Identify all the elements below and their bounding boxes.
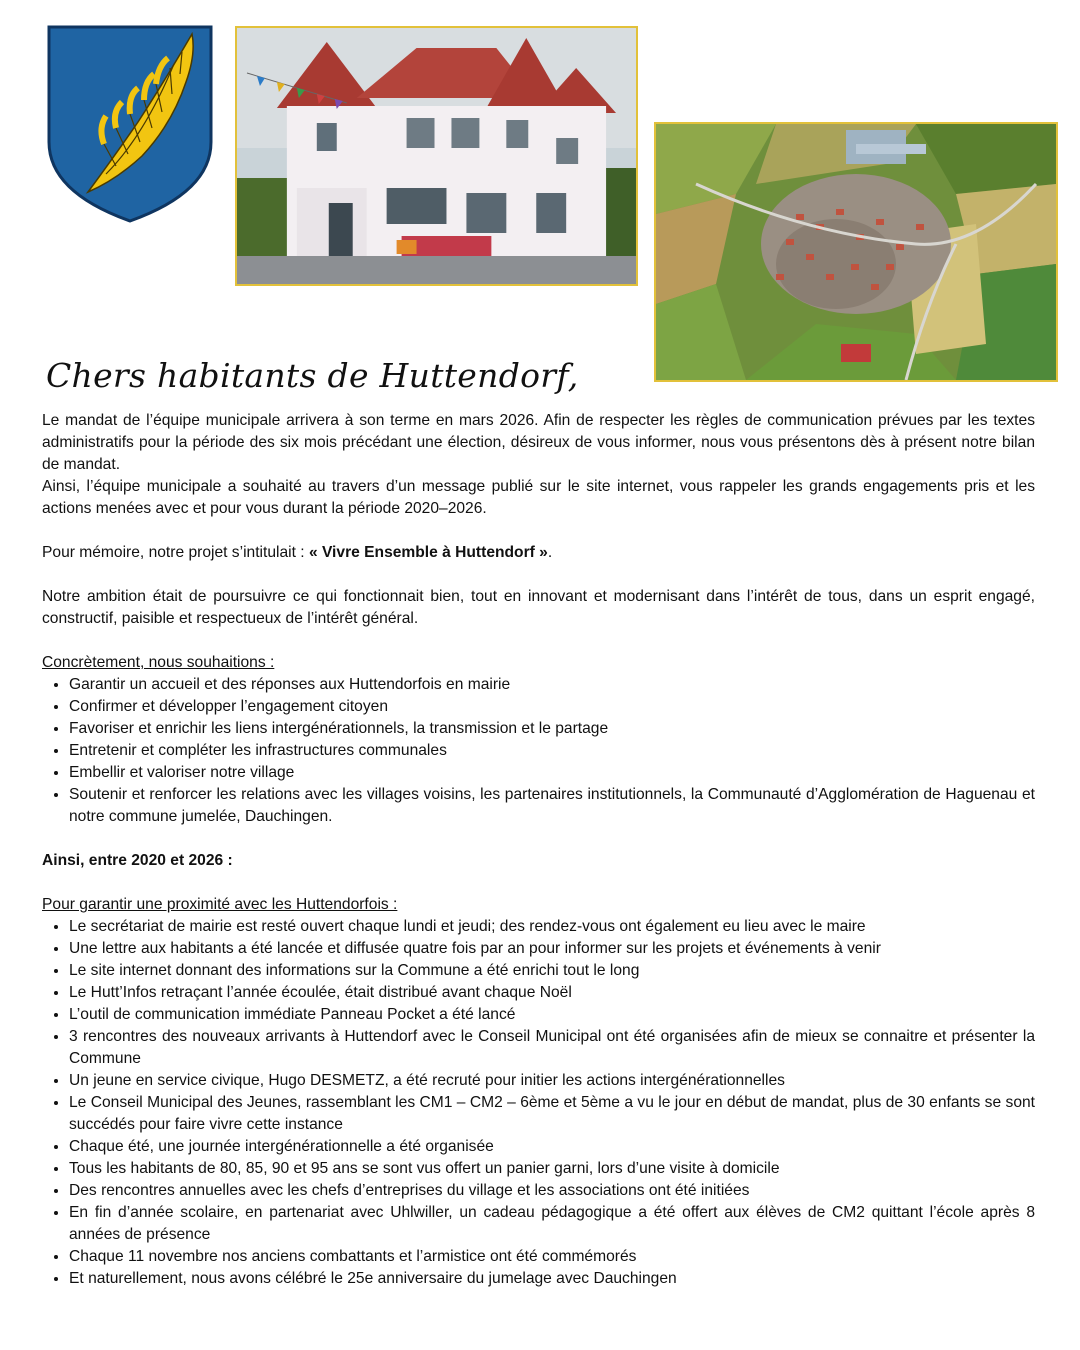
- ambition-paragraph: Notre ambition était de poursuivre ce qui fonctionnait bien, tout en innovant et modernisant dans l’intérêt de tous, dans un esprit engagé, constructif, paisible et respectueux de l’intérêt général.: [42, 588, 1035, 627]
- list-item: • Et naturellement, nous avons célébré le 25e anniversaire du jumelage avec Dauchingen: [69, 1268, 1035, 1290]
- intro-paragraph: Le mandat de l’équipe municipale arrivera à son terme en mars 2026. Afin de respecter les règles de communication prévues par les textes administratifs pour la période des six mois précédant une élection, désireux de vous informer, nous vous présentons dès à présent notre bilan de mandat.: [42, 412, 1035, 473]
- list-item: • En fin d’année scolaire, en partenariat avec Uhlwiller, un cadeau pédagogique a été offert aux élèves de CM2 quittant l’école après 8 années de présence: [69, 1202, 1035, 1246]
- list-item: • Tous les habitants de 80, 85, 90 et 95 ans se sont vus offert un panier garni, lors d’une visite à domicile: [69, 1158, 1035, 1180]
- letter-body: [42, 410, 1035, 1290]
- memo-suffix: .: [547, 544, 553, 561]
- list-item: • Le site internet donnant des informations sur la Commune a été enrichi tout le long: [69, 960, 1035, 982]
- list-item: • 3 rencontres des nouveaux arrivants à Huttendorf avec le Conseil Municipal ont été organisées afin de mieux se connaitre et présenter la Commune: [69, 1026, 1035, 1070]
- list-item: • Confirmer et développer l’engagement citoyen: [69, 696, 1035, 718]
- period-heading: Ainsi, entre 2020 et 2026 :: [42, 852, 233, 869]
- list-item: • Le Hutt’Infos retraçant l’année écoulée, était distribué avant chaque Noël: [69, 982, 1035, 1004]
- intro-paragraph: Ainsi, l’équipe municipale a souhaité au travers d’un message publié sur le site internet, vous rappeler les grands engagements pris et les actions menées avec et pour vous durant la période 2020–2026.: [42, 478, 1035, 517]
- list-item: • Chaque été, une journée intergénérationnelle a été organisée: [69, 1136, 1035, 1158]
- goals-list: [42, 674, 1035, 828]
- list-item: • Le Conseil Municipal des Jeunes, rassemblant les CM1 – CM2 – 6ème et 5ème a vu le jour en début de mandat, plus de 30 enfants se sont succédés pour faire vivre cette instance: [69, 1092, 1035, 1136]
- aerial-village-photo: [654, 122, 1058, 382]
- list-item: • Embellir et valoriser notre village: [69, 762, 1035, 784]
- goals-heading: Concrètement, nous souhaitions :: [42, 654, 275, 671]
- greeting-heading: Chers habitants de Huttendorf,: [46, 356, 579, 395]
- list-item: • Le secrétariat de mairie est resté ouvert chaque lundi et jeudi; des rendez-vous ont également eu lieu avec le maire: [69, 916, 1035, 938]
- proximity-list: [42, 916, 1035, 1290]
- coat-of-arms-image: [46, 24, 214, 224]
- list-item: • L’outil de communication immédiate Panneau Pocket a été lancé: [69, 1004, 1035, 1026]
- list-item: • Un jeune en service civique, Hugo DESMETZ, a été recruté pour initier les actions intergénérationnelles: [69, 1070, 1035, 1092]
- project-title: « Vivre Ensemble à Huttendorf »: [308, 544, 548, 561]
- list-item: • Une lettre aux habitants a été lancée et diffusée quatre fois par an pour informer sur les projets et événements à venir: [69, 938, 1035, 960]
- list-item: • Soutenir et renforcer les relations avec les villages voisins, les partenaires institutionnels, la Communauté d’Agglomération de Haguenau et notre commune jumelée, Dauchingen.: [69, 784, 1035, 828]
- list-item: • Entretenir et compléter les infrastructures communales: [69, 740, 1035, 762]
- proximity-heading: Pour garantir une proximité avec les Huttendorfois :: [42, 896, 398, 913]
- list-item: • Favoriser et enrichir les liens intergénérationnels, la transmission et le partage: [69, 718, 1035, 740]
- list-item: • Chaque 11 novembre nos anciens combattants et l’armistice ont été commémorés: [69, 1246, 1035, 1268]
- project-memo: [42, 542, 1035, 564]
- memo-prefix: Pour mémoire, notre projet s’intitulait :: [42, 544, 309, 561]
- list-item: • Garantir un accueil et des réponses aux Huttendorfois en mairie: [69, 674, 1035, 696]
- town-hall-photo: [235, 26, 638, 286]
- list-item: • Des rencontres annuelles avec les chefs d’entreprises du village et les associations ont été initiées: [69, 1180, 1035, 1202]
